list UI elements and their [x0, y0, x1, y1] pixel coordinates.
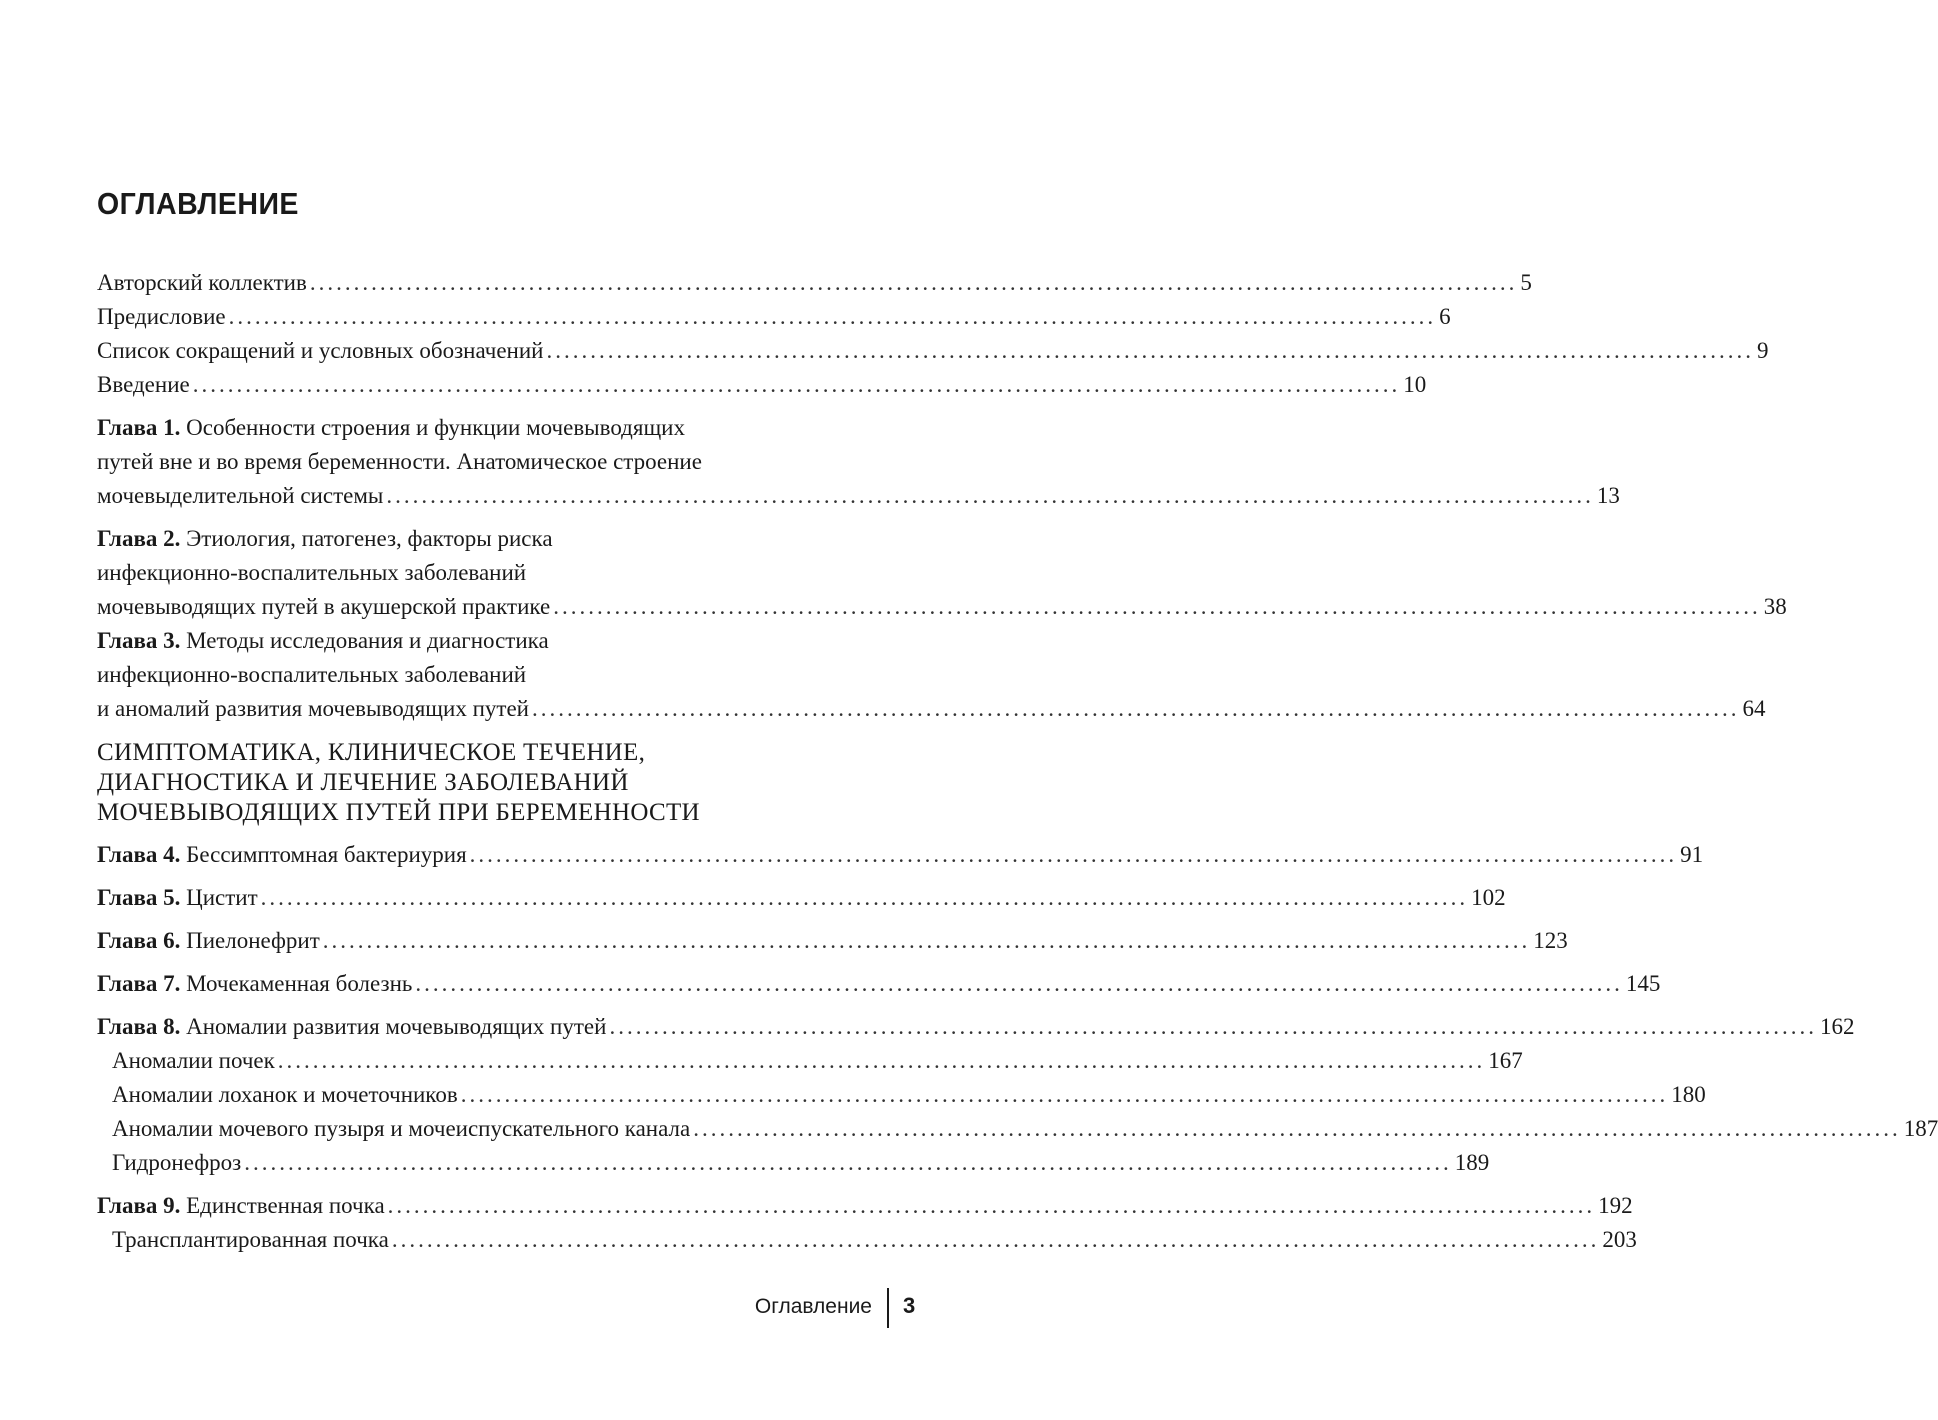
toc-subentry[interactable]: Гидронефроз .......................................................................................................................................... 189	[97, 1146, 889, 1180]
chapter-label: Глава 1.	[97, 415, 181, 440]
toc-entry-chapter-3[interactable]: Глава 3. Методы исследования и диагностика инфекционно-воспалительных заболеваний и аномалий развития мочевыводящих путей .......................................................................................................................................... 64	[97, 624, 889, 726]
page-number: 187	[1903, 1116, 1938, 1141]
page-number: 203	[1602, 1227, 1637, 1252]
toc-subentry[interactable]: Аномалии лоханок и мочеточников .......................................................................................................................................... 180	[97, 1078, 889, 1112]
chapter-label: Глава 9.	[97, 1193, 181, 1218]
page-number: 64	[1742, 696, 1766, 721]
chapter-label: Глава 8.	[97, 1014, 181, 1039]
toc-subentry[interactable]: Аномалии мочевого пузыря и мочеиспускательного канала .......................................................................................................................................... 187	[97, 1112, 889, 1146]
page-number: 6	[1439, 304, 1451, 329]
page-number: 91	[1680, 842, 1704, 867]
toc-entry-chapter-1[interactable]: Глава 1. Особенности строения и функции мочевыводящих путей вне и во время беременности. Анатомическое строение мочевыделительной системы .......................................................................................................................................... 13	[97, 411, 889, 513]
footer-divider	[887, 1288, 889, 1328]
page-title: ОГЛАВЛЕНИЕ	[97, 186, 299, 221]
chapter-label: Глава 7.	[97, 971, 181, 996]
page-number: 123	[1533, 928, 1568, 953]
toc-subentry[interactable]: Аномалии почек .......................................................................................................................................... 167	[97, 1044, 889, 1078]
toc-entry-preface[interactable]: Предисловие .......................................................................................................................................... 6	[97, 300, 889, 334]
toc-entry-chapter-7[interactable]: Глава 7. Мочекаменная болезнь .......................................................................................................................................... 145	[97, 967, 889, 1001]
toc-entry-abbreviations[interactable]: Список сокращений и условных обозначений .......................................................................................................................................... 9	[97, 334, 889, 368]
toc-entry-authors[interactable]: Авторский коллектив .......................................................................................................................................... 5	[97, 266, 889, 300]
page-number: 38	[1763, 594, 1787, 619]
toc-entry-chapter-2[interactable]: Глава 2. Этиология, патогенез, факторы риска инфекционно-воспалительных заболеваний мочевыводящих путей в акушерской практике .......................................................................................................................................... 38	[97, 522, 889, 624]
chapter-label: Глава 4.	[97, 842, 181, 867]
chapter-label: Глава 2.	[97, 526, 181, 551]
page-number: 192	[1598, 1193, 1633, 1218]
toc-subentry[interactable]: Трансплантированная почка .......................................................................................................................................... 203	[97, 1223, 889, 1257]
chapter-label: Глава 3.	[97, 628, 181, 653]
page-number: 5	[1520, 270, 1532, 295]
toc-entry-chapter-5[interactable]: Глава 5. Цистит .......................................................................................................................................... 102	[97, 881, 889, 915]
page-number: 180	[1671, 1082, 1706, 1107]
running-footer-title: Оглавление	[754, 1295, 872, 1318]
page-number: 10	[1403, 372, 1427, 397]
toc-entry-chapter-4[interactable]: Глава 4. Бессимптомная бактериурия .......................................................................................................................................... 91	[97, 838, 889, 872]
page-footer	[0, 1288, 1000, 1328]
page-number: 162	[1819, 1014, 1855, 1039]
page-number: 13	[1596, 483, 1620, 508]
section-heading: СИМПТОМАТИКА, КЛИНИЧЕСКОЕ ТЕЧЕНИЕ, ДИАГНОСТИКА И ЛЕЧЕНИЕ ЗАБОЛЕВАНИЙ МОЧЕВЫВОДЯЩИХ ПУТЕЙ ПРИ БЕРЕМЕННОСТИ	[97, 739, 700, 826]
toc-entry-chapter-9[interactable]: Глава 9. Единственная почка .......................................................................................................................................... 192	[97, 1189, 889, 1223]
chapter-label: Глава 6.	[97, 928, 181, 953]
folio-page-number: 3	[903, 1293, 916, 1318]
page-number: 145	[1625, 971, 1661, 996]
page-number: 9	[1756, 338, 1769, 363]
page-number: 102	[1471, 885, 1506, 910]
toc-entry-chapter-8[interactable]: Глава 8. Аномалии развития мочевыводящих путей .......................................................................................................................................... 162	[97, 1010, 889, 1044]
page-number: 167	[1488, 1048, 1523, 1073]
page-number: 189	[1454, 1150, 1490, 1175]
toc-entry-introduction[interactable]: Введение .......................................................................................................................................... 10	[97, 368, 889, 402]
chapter-label: Глава 5.	[97, 885, 181, 910]
toc-entry-chapter-6[interactable]: Глава 6. Пиелонефрит .......................................................................................................................................... 123	[97, 924, 889, 958]
table-of-contents	[97, 266, 1938, 1257]
